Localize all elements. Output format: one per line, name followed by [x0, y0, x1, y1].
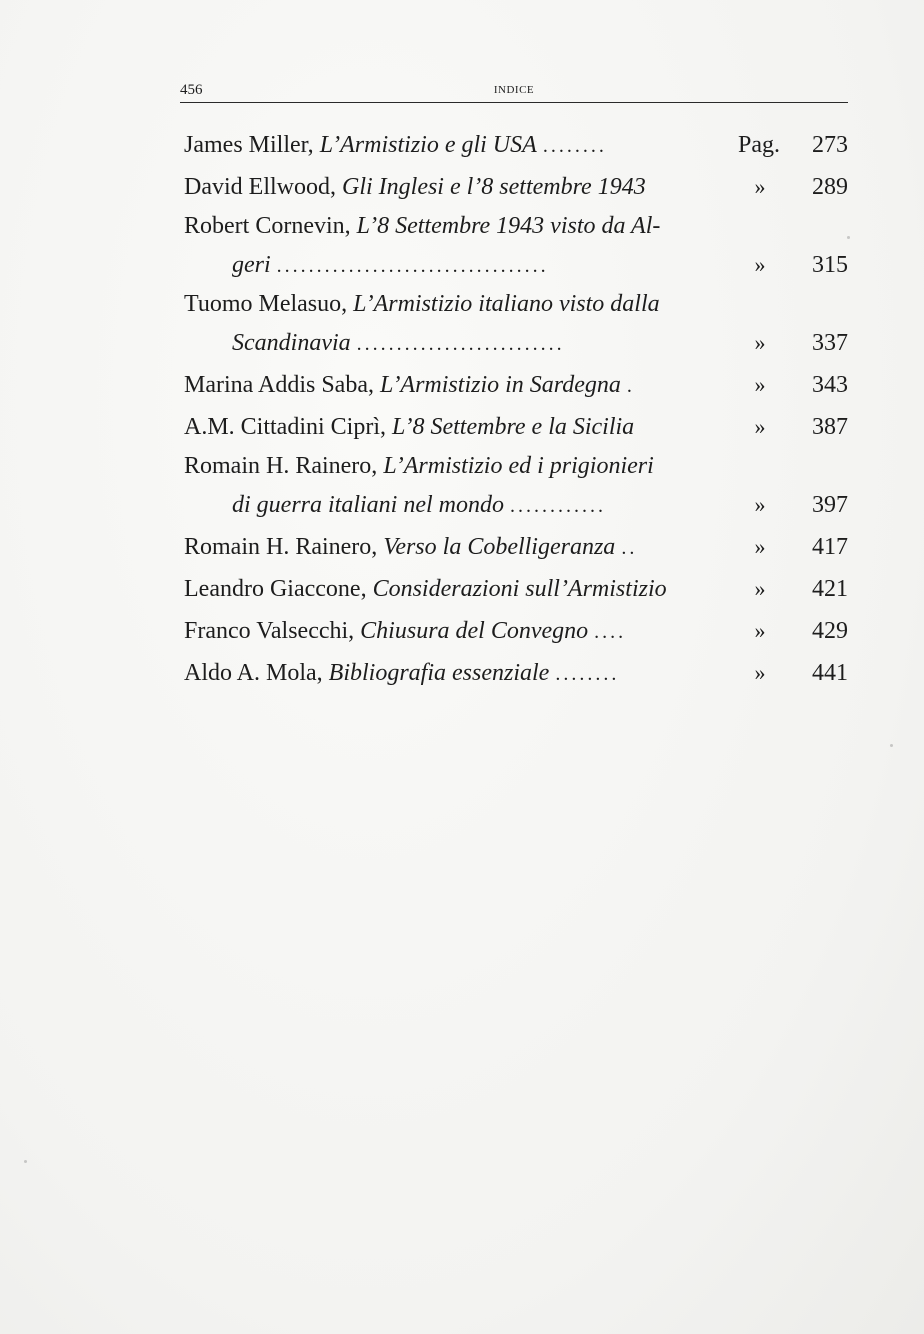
ditto-mark: » [754, 372, 766, 397]
toc-entry [184, 208, 852, 286]
dot-leader: ........ [555, 663, 620, 685]
entry-author: David Ellwood, [184, 174, 342, 200]
dot-leader: .......................... [356, 333, 565, 355]
entry-title: L’8 Settembre 1943 visto da Al- [356, 213, 661, 239]
entry-page-number: 397 [812, 492, 848, 518]
ditto-mark: » [754, 618, 766, 643]
entry-page-number: 429 [812, 618, 848, 644]
dot-leader: ........ [542, 135, 607, 157]
entry-author: Leandro Giaccone, [184, 576, 373, 602]
entry-author: Marina Addis Saba, [184, 372, 380, 398]
toc-entry [184, 652, 852, 694]
paper-speck [24, 1160, 27, 1163]
ditto-mark: » [754, 414, 766, 439]
page-abbreviation: Pag. [738, 132, 780, 158]
entry-author: Aldo A. Mola, [184, 660, 329, 686]
dot-leader: .... [594, 621, 627, 643]
entry-page-number: 421 [812, 576, 848, 602]
ditto-mark: » [754, 660, 766, 685]
entry-page-number: 387 [812, 414, 848, 440]
page-number: 456 [180, 82, 203, 98]
entry-title-continued: geri [232, 252, 271, 278]
ditto-mark: » [754, 492, 766, 517]
entry-page-number: 273 [812, 132, 848, 158]
ditto-mark: » [754, 534, 766, 559]
toc-entry [184, 610, 852, 652]
entry-author: James Miller, [184, 132, 320, 158]
toc-entry [184, 124, 852, 166]
toc-entry [184, 568, 852, 610]
entry-page-number: 417 [812, 534, 848, 560]
entry-title: L’Armistizio in Sardegna [379, 372, 621, 398]
entry-title: Considerazioni sull’Armistizio [372, 576, 667, 602]
entry-title: L’Armistizio italiano visto dalla [353, 291, 660, 317]
entry-title: L’Armistizio e gli USA [319, 132, 537, 158]
dot-leader: .................................. [276, 255, 549, 277]
running-head [180, 80, 848, 103]
toc-entry [184, 364, 852, 406]
entry-author: Romain H. Rainero, [184, 453, 384, 479]
toc-entry [184, 286, 852, 364]
entry-page-number: 343 [812, 372, 848, 398]
entry-page-number: 441 [812, 660, 848, 686]
entry-page-number: 337 [812, 330, 848, 356]
entry-title: L’8 Settembre e la Sicilia [392, 414, 635, 440]
entry-title-continued: Scandinavia [232, 330, 351, 356]
entry-title: Chiusura del Convegno [360, 618, 589, 644]
entry-page-number: 315 [812, 252, 848, 278]
dot-leader: ............ [510, 495, 606, 517]
section-title: INDICE [493, 84, 535, 96]
entry-author: Franco Valsecchi, [184, 618, 361, 644]
paper-speck [890, 744, 893, 747]
entry-author: Romain H. Rainero, [184, 534, 384, 560]
paper-speck [847, 236, 850, 239]
entry-author: A.M. Cittadini Ciprì, [184, 414, 393, 440]
entry-title: Gli Inglesi e l’8 settembre 1943 [341, 174, 646, 200]
dot-leader: . [626, 375, 635, 397]
entry-page-number: 289 [812, 174, 848, 200]
entry-title-continued: di guerra italiani nel mondo [232, 492, 504, 518]
entry-author: Tuomo Melasuo, [184, 291, 354, 317]
entry-author: Robert Cornevin, [184, 213, 357, 239]
dot-leader: .. [621, 537, 638, 559]
entry-title: L’Armistizio ed i prigionieri [383, 453, 654, 479]
table-of-contents [184, 124, 852, 694]
toc-entry [184, 526, 852, 568]
entry-title: Bibliografia essenziale [328, 660, 550, 686]
entry-title: Verso la Cobelligeranza [383, 534, 616, 560]
ditto-mark: » [754, 330, 766, 355]
ditto-mark: » [754, 252, 766, 277]
toc-entry [184, 448, 852, 526]
toc-entry [184, 166, 852, 208]
ditto-mark: » [754, 576, 766, 601]
toc-entry [184, 406, 852, 448]
ditto-mark: » [754, 174, 766, 199]
